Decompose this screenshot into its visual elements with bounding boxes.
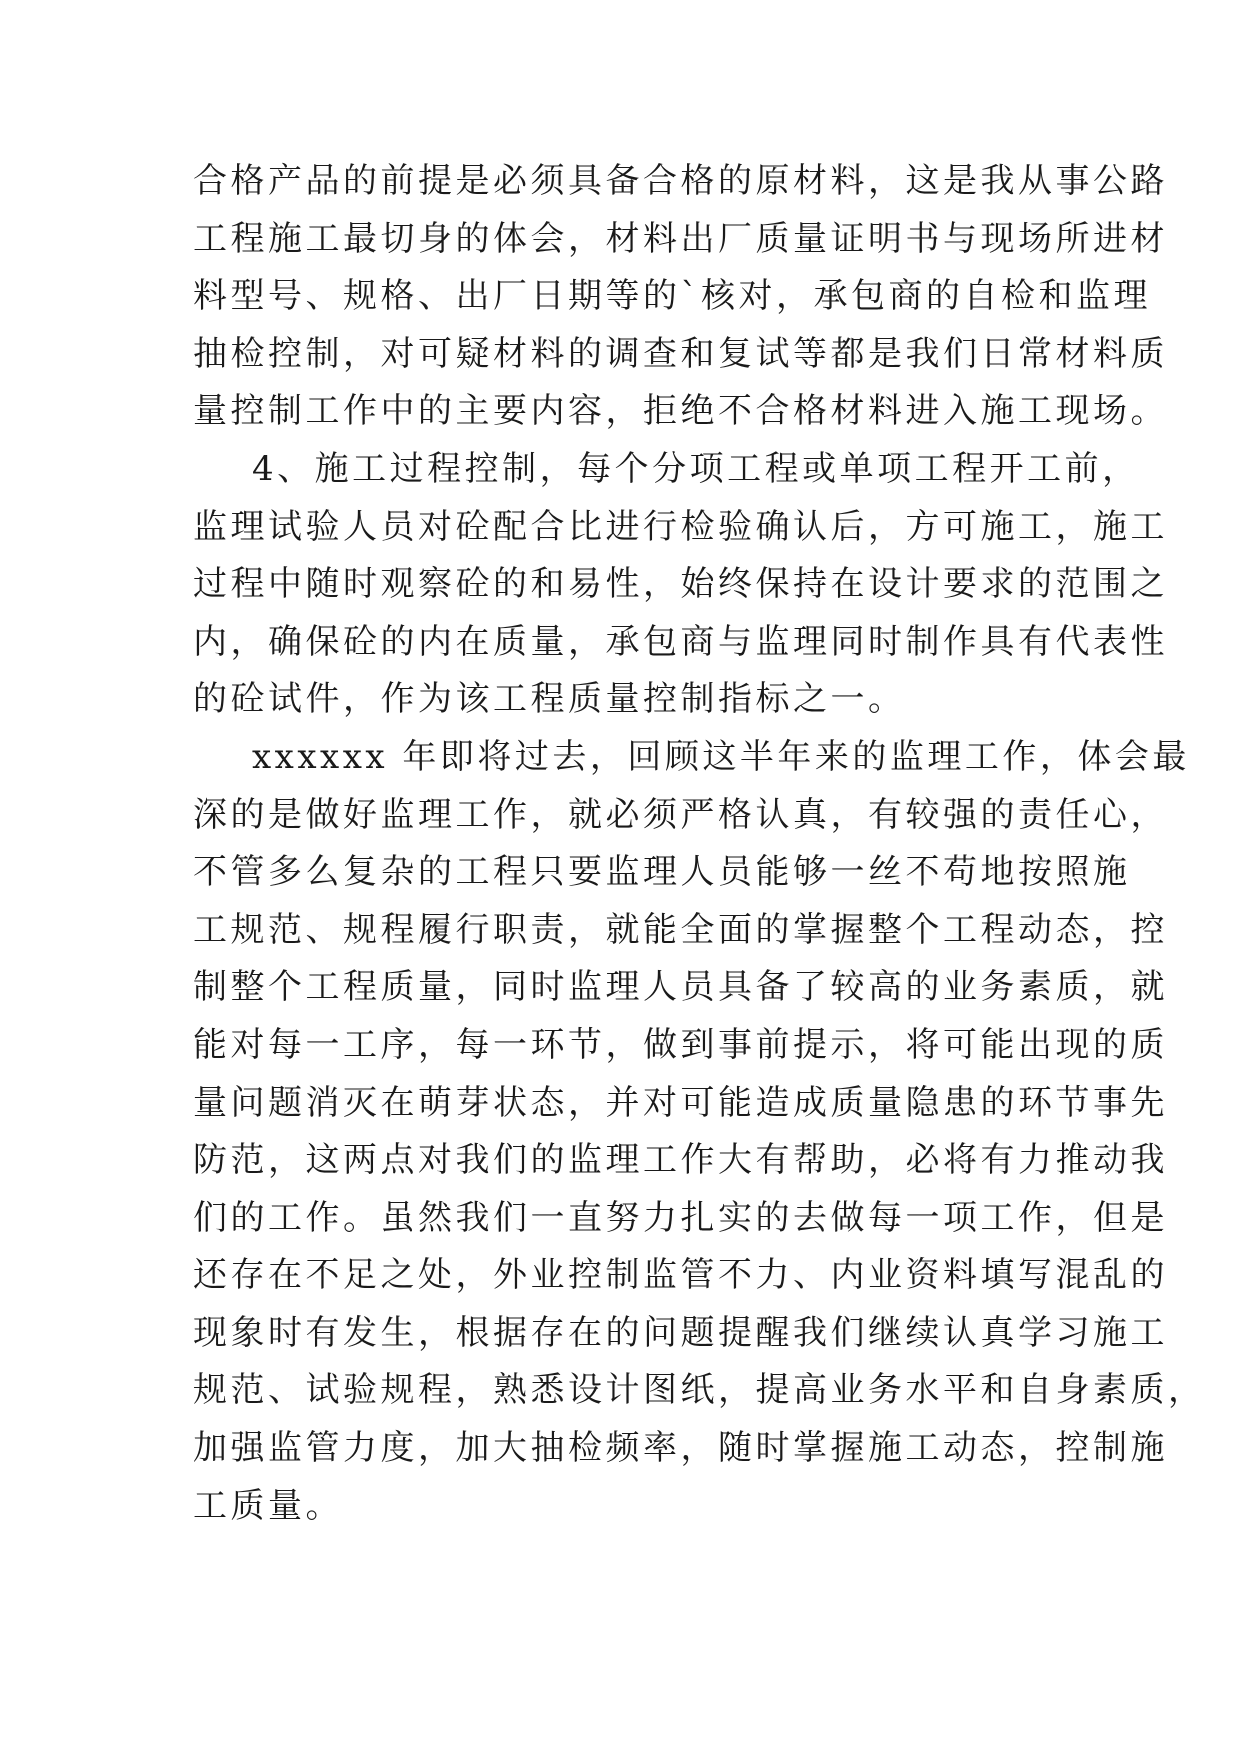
text-line: 抽检控制，对可疑材料的调查和复试等都是我们日常材料质	[193, 333, 1168, 374]
text-line: 们的工作。虽然我们一直努力扎实的去做每一项工作，但是	[193, 1197, 1168, 1238]
text-line: 制整个工程质量，同时监理人员具备了较高的业务素质，就	[193, 967, 1168, 1008]
text-line: 量控制工作中的主要内容，拒绝不合格材料进入施工现场。	[193, 391, 1168, 432]
text-line: 料型号、规格、出厂日期等的`核对，承包商的自检和监理	[193, 276, 1151, 317]
text-line: 工程施工最切身的体会，材料出厂质量证明书与现场所进材	[193, 218, 1168, 259]
text-line: 现象时有发生，根据存在的问题提醒我们继续认真学习施工	[193, 1312, 1168, 1353]
text-line: 量问题消灭在萌芽状态，并对可能造成质量隐患的环节事先	[193, 1082, 1168, 1123]
text-line: 过程中随时观察砼的和易性，始终保持在设计要求的范围之	[193, 564, 1168, 605]
text-line: 工质量。	[193, 1485, 343, 1526]
text-line: 规范、试验规程，熟悉设计图纸，提高业务水平和自身素质，	[193, 1370, 1206, 1411]
text-line: 合格产品的前提是必须具备合格的原材料，这是我从事公路	[193, 161, 1168, 201]
text-line: 工规范、规程履行职责，就能全面的掌握整个工程动态，控	[193, 909, 1168, 950]
text-line: xxxxxx 年即将过去，回顾这半年来的监理工作，体会最	[252, 736, 1190, 777]
text-line: 还存在不足之处，外业控制监管不力、内业资料填写混乱的	[193, 1255, 1168, 1296]
text-line: 的砼试件，作为该工程质量控制指标之一。	[193, 679, 906, 720]
body-text	[193, 153, 1206, 1535]
text-line: 监理试验人员对砼配合比进行检验确认后，方可施工，施工	[193, 506, 1168, 547]
text-line: 加强监管力度，加大抽检频率，随时掌握施工动态，控制施	[193, 1428, 1168, 1469]
text-line: 能对每一工序，每一环节，做到事前提示，将可能出现的质	[193, 1024, 1168, 1065]
text-line: 4、施工过程控制，每个分项工程或单项工程开工前，	[252, 448, 1140, 489]
text-line: 内，确保砼的内在质量，承包商与监理同时制作具有代表性	[193, 621, 1168, 662]
text-line: 深的是做好监理工作，就必须严格认真，有较强的责任心，	[193, 794, 1168, 835]
text-line: 不管多么复杂的工程只要监理人员能够一丝不苟地按照施	[193, 852, 1131, 893]
text-line: 防范，这两点对我们的监理工作大有帮助，必将有力推动我	[193, 1140, 1168, 1181]
